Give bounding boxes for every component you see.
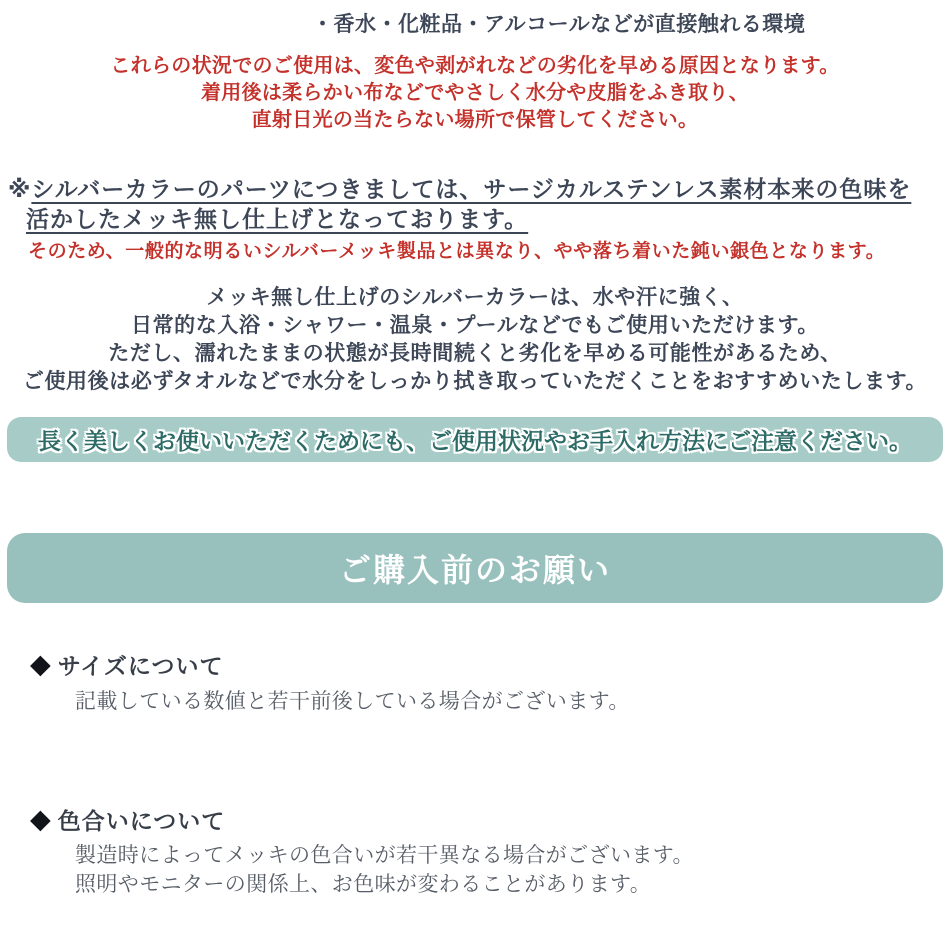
section-body-line: 照明やモニターの関係上、お色味が変わることがあります。 [75,873,652,896]
pre-purchase-header-title: ご購入前のお願い [338,552,611,588]
section-heading-color-label: 色合いについて [57,808,226,834]
water-note-line: ただし、濡れたままの状態が長時間続くと劣化を早める可能性があるため、 [108,342,842,365]
silver-color-note [8,174,911,234]
section-body-size [75,687,630,716]
water-resistance-note [0,284,950,396]
silver-note-line [26,204,911,234]
environment-list-item: ・香水・化粧品・アルコールなどが直接触れる環境 [312,13,806,36]
care-warning-line: これらの状況でのご使用は、変色や剥がれなどの劣化を早める原因となります。 [110,55,840,77]
care-warning-block [0,53,950,134]
water-note-line: ご使用後は必ずタオルなどで水分をしっかり拭き取っていただくことをおすすめいたします。 [22,370,928,393]
water-note-line: メッキ無し仕上げのシルバーカラーは、水や汗に強く、 [206,286,744,309]
care-reminder-banner [7,417,943,462]
section-heading-size [30,648,223,681]
care-warning-line: 直射日光の当たらない場所で保管してください。 [251,109,699,131]
pre-purchase-header-banner [7,533,943,603]
section-heading-size-label: サイズについて [57,653,224,679]
care-warning-line: 着用後は柔らかい布などでやさしく水分や皮脂をふき取り、 [200,82,750,104]
silver-color-red-note: そのため、一般的な明るいシルバーメッキ製品とは異なり、やや落ち着いた鈍い銀色となります。 [28,241,886,262]
care-reminder-banner-text: 長く美しくお使いいただくためにも、ご使用状況やお手入れ方法にご注意ください。 [38,428,912,454]
section-heading-color [30,803,225,836]
diamond-bullet-icon: ◆ [30,804,51,834]
section-body-color [75,841,694,899]
note-asterisk-marker: ※ [8,176,32,202]
section-body-line: 記載している数値と若干前後している場合がございます。 [75,690,630,713]
silver-note-underlined-text: 活かしたメッキ無し仕上げとなっております。 [26,206,529,232]
silver-note-underlined-text: シルバーカラーのパーツにつきましては、サージカルステンレス素材本来の色味を [31,176,912,202]
diamond-bullet-icon: ◆ [30,649,51,679]
water-note-line: 日常的な入浴・シャワー・温泉・プールなどでもご使用いただけます。 [130,314,820,337]
silver-note-line [8,174,911,204]
section-body-line: 製造時によってメッキの色合いが若干異なる場合がございます。 [75,844,694,867]
